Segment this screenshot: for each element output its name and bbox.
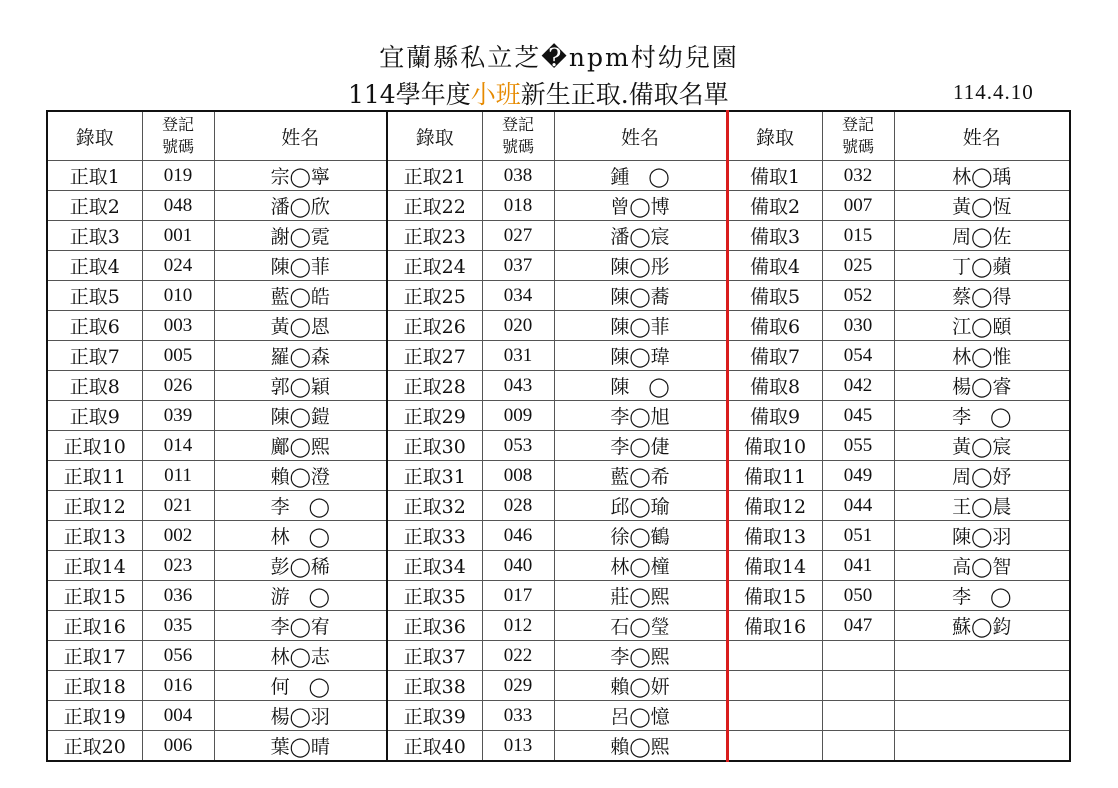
registration-number: 048	[142, 191, 214, 221]
student-name: 陳 ◯	[554, 371, 727, 401]
registration-number: 036	[142, 581, 214, 611]
registration-number: 046	[482, 521, 554, 551]
admission-label: 備取1	[727, 161, 822, 191]
registration-number: 019	[142, 161, 214, 191]
admission-label: 正取6	[47, 311, 142, 341]
student-name: 莊◯熙	[554, 581, 727, 611]
student-name: 石◯瑩	[554, 611, 727, 641]
student-name: 李 ◯	[214, 491, 387, 521]
registration-number: 013	[482, 731, 554, 762]
student-name: 陳◯鎧	[214, 401, 387, 431]
student-name: 林◯瑀	[894, 161, 1070, 191]
admission-label: 備取8	[727, 371, 822, 401]
registration-number: 003	[142, 311, 214, 341]
admission-label: 備取4	[727, 251, 822, 281]
admission-label: 正取34	[387, 551, 482, 581]
registration-number: 050	[822, 581, 894, 611]
student-name: 賴◯澄	[214, 461, 387, 491]
admission-label: 備取15	[727, 581, 822, 611]
registration-number: 007	[822, 191, 894, 221]
admission-label: 正取39	[387, 701, 482, 731]
student-name: 宗◯寧	[214, 161, 387, 191]
admission-label: 備取16	[727, 611, 822, 641]
table-row	[47, 221, 1070, 251]
admission-label: 正取37	[387, 641, 482, 671]
admission-label: 備取14	[727, 551, 822, 581]
student-name: 徐◯鶴	[554, 521, 727, 551]
registration-number: 023	[142, 551, 214, 581]
table-header-row	[47, 111, 1070, 161]
table-row	[47, 491, 1070, 521]
admission-label: 正取1	[47, 161, 142, 191]
admission-label: 備取10	[727, 431, 822, 461]
registration-number: 025	[822, 251, 894, 281]
registration-number: 005	[142, 341, 214, 371]
admission-label: 正取35	[387, 581, 482, 611]
admission-label: 正取9	[47, 401, 142, 431]
header-code: 登記 號碼	[482, 111, 554, 161]
student-name: 曾◯博	[554, 191, 727, 221]
registration-number: 033	[482, 701, 554, 731]
admission-label: 正取10	[47, 431, 142, 461]
admission-label: 正取4	[47, 251, 142, 281]
student-name: 陳◯羽	[894, 521, 1070, 551]
student-name: 林◯志	[214, 641, 387, 671]
student-name: 謝◯霓	[214, 221, 387, 251]
student-name: 黃◯恆	[894, 191, 1070, 221]
header-label: 錄取	[47, 111, 142, 161]
student-name: 鄺◯熙	[214, 431, 387, 461]
registration-number: 004	[142, 701, 214, 731]
student-name: 潘◯欣	[214, 191, 387, 221]
table-row	[47, 401, 1070, 431]
header-name: 姓名	[214, 111, 387, 161]
admission-label	[727, 731, 822, 762]
admission-label: 正取23	[387, 221, 482, 251]
registration-number: 038	[482, 161, 554, 191]
admission-label: 正取30	[387, 431, 482, 461]
registration-number: 052	[822, 281, 894, 311]
registration-number: 010	[142, 281, 214, 311]
admission-label: 正取26	[387, 311, 482, 341]
registration-number: 051	[822, 521, 894, 551]
admission-label: 備取7	[727, 341, 822, 371]
admission-label: 正取22	[387, 191, 482, 221]
registration-number: 017	[482, 581, 554, 611]
registration-number: 012	[482, 611, 554, 641]
admission-label: 正取17	[47, 641, 142, 671]
admission-label: 正取28	[387, 371, 482, 401]
admission-label: 正取24	[387, 251, 482, 281]
registration-number: 041	[822, 551, 894, 581]
registration-number: 037	[482, 251, 554, 281]
registration-number: 014	[142, 431, 214, 461]
registration-number: 030	[822, 311, 894, 341]
student-name: 林◯惟	[894, 341, 1070, 371]
table-row	[47, 251, 1070, 281]
registration-number: 044	[822, 491, 894, 521]
registration-number: 053	[482, 431, 554, 461]
student-name	[894, 671, 1070, 701]
registration-number: 011	[142, 461, 214, 491]
student-name: 李◯旭	[554, 401, 727, 431]
registration-number: 040	[482, 551, 554, 581]
admission-label: 正取18	[47, 671, 142, 701]
registration-number: 020	[482, 311, 554, 341]
registration-number: 006	[142, 731, 214, 762]
registration-number: 002	[142, 521, 214, 551]
admission-label: 備取13	[727, 521, 822, 551]
table-row	[47, 701, 1070, 731]
subtitle-prefix: 114學年度	[348, 80, 471, 109]
admission-label: 正取33	[387, 521, 482, 551]
registration-number: 056	[142, 641, 214, 671]
registration-number: 015	[822, 221, 894, 251]
registration-number: 018	[482, 191, 554, 221]
admission-label: 正取7	[47, 341, 142, 371]
registration-number: 043	[482, 371, 554, 401]
student-name: 林◯橦	[554, 551, 727, 581]
announcement-date: 114.4.10	[953, 80, 1034, 104]
student-name: 周◯佐	[894, 221, 1070, 251]
header-label: 錄取	[727, 111, 822, 161]
admission-label: 正取12	[47, 491, 142, 521]
admission-label: 正取13	[47, 521, 142, 551]
table-row	[47, 581, 1070, 611]
table-row	[47, 461, 1070, 491]
table-row	[47, 341, 1070, 371]
student-name: 周◯妤	[894, 461, 1070, 491]
admission-label: 正取11	[47, 461, 142, 491]
student-name: 李◯熙	[554, 641, 727, 671]
student-name: 邱◯瑜	[554, 491, 727, 521]
registration-number: 024	[142, 251, 214, 281]
registration-number: 031	[482, 341, 554, 371]
registration-number: 054	[822, 341, 894, 371]
student-name: 蔡◯得	[894, 281, 1070, 311]
admission-label: 正取20	[47, 731, 142, 762]
student-name	[894, 701, 1070, 731]
registration-number: 055	[822, 431, 894, 461]
admission-label: 正取8	[47, 371, 142, 401]
table-row	[47, 371, 1070, 401]
header-name: 姓名	[554, 111, 727, 161]
registration-number: 021	[142, 491, 214, 521]
registration-number: 042	[822, 371, 894, 401]
student-name: 潘◯宸	[554, 221, 727, 251]
student-name: 郭◯穎	[214, 371, 387, 401]
subtitle-class-highlight: 小班	[470, 80, 521, 109]
student-name: 游 ◯	[214, 581, 387, 611]
student-name: 蘇◯鈞	[894, 611, 1070, 641]
header-label: 錄取	[387, 111, 482, 161]
admission-label: 正取38	[387, 671, 482, 701]
student-name: 高◯智	[894, 551, 1070, 581]
table-row	[47, 281, 1070, 311]
student-name: 葉◯晴	[214, 731, 387, 762]
student-name: 李◯宥	[214, 611, 387, 641]
admission-label: 正取25	[387, 281, 482, 311]
student-name	[894, 641, 1070, 671]
registration-number	[822, 731, 894, 762]
admission-label: 備取2	[727, 191, 822, 221]
student-name: 陳◯菲	[554, 311, 727, 341]
student-name: 何 ◯	[214, 671, 387, 701]
admission-label: 備取5	[727, 281, 822, 311]
registration-number: 009	[482, 401, 554, 431]
student-name: 陳◯彤	[554, 251, 727, 281]
student-name: 羅◯森	[214, 341, 387, 371]
student-name: 王◯晨	[894, 491, 1070, 521]
table-row	[47, 191, 1070, 221]
student-name: 楊◯羽	[214, 701, 387, 731]
registration-number: 039	[142, 401, 214, 431]
table-row	[47, 161, 1070, 191]
registration-number: 045	[822, 401, 894, 431]
header-code: 登記 號碼	[142, 111, 214, 161]
registration-number: 049	[822, 461, 894, 491]
admission-label: 正取19	[47, 701, 142, 731]
registration-number: 022	[482, 641, 554, 671]
registration-number: 028	[482, 491, 554, 521]
table-row	[47, 641, 1070, 671]
student-name: 賴◯熙	[554, 731, 727, 762]
admission-label: 正取5	[47, 281, 142, 311]
header-name: 姓名	[894, 111, 1070, 161]
registration-number: 008	[482, 461, 554, 491]
table-row	[47, 431, 1070, 461]
admission-label: 正取14	[47, 551, 142, 581]
registration-number: 029	[482, 671, 554, 701]
admission-label: 正取36	[387, 611, 482, 641]
table-row	[47, 671, 1070, 701]
registration-number: 032	[822, 161, 894, 191]
admission-label: 備取12	[727, 491, 822, 521]
admission-label: 正取15	[47, 581, 142, 611]
student-name: 黃◯恩	[214, 311, 387, 341]
admission-label: 備取6	[727, 311, 822, 341]
admission-label: 正取21	[387, 161, 482, 191]
student-name: 楊◯睿	[894, 371, 1070, 401]
admission-label: 正取40	[387, 731, 482, 762]
registration-number: 047	[822, 611, 894, 641]
registration-number	[822, 641, 894, 671]
student-name: 陳◯菲	[214, 251, 387, 281]
student-name: 陳◯瑋	[554, 341, 727, 371]
student-name: 李◯倢	[554, 431, 727, 461]
subtitle-suffix: 新生正取.備取名單	[520, 80, 729, 109]
admission-label	[727, 671, 822, 701]
admission-label: 正取2	[47, 191, 142, 221]
registration-number: 034	[482, 281, 554, 311]
student-name: 黃◯宸	[894, 431, 1070, 461]
admission-label: 正取29	[387, 401, 482, 431]
student-name: 藍◯希	[554, 461, 727, 491]
student-name: 藍◯皓	[214, 281, 387, 311]
student-name: 呂◯憶	[554, 701, 727, 731]
admission-label: 正取32	[387, 491, 482, 521]
admission-label: 備取11	[727, 461, 822, 491]
student-name: 江◯頤	[894, 311, 1070, 341]
student-name: 林 ◯	[214, 521, 387, 551]
registration-number: 016	[142, 671, 214, 701]
registration-number	[822, 671, 894, 701]
student-name: 李 ◯	[894, 581, 1070, 611]
registration-number: 035	[142, 611, 214, 641]
admission-label: 正取27	[387, 341, 482, 371]
admission-label	[727, 701, 822, 731]
registration-number: 027	[482, 221, 554, 251]
student-name: 賴◯妍	[554, 671, 727, 701]
admission-label	[727, 641, 822, 671]
student-name: 彭◯稀	[214, 551, 387, 581]
student-name: 丁◯蘋	[894, 251, 1070, 281]
list-subtitle	[348, 75, 778, 109]
student-name	[894, 731, 1070, 762]
admission-label: 正取31	[387, 461, 482, 491]
registration-number: 001	[142, 221, 214, 251]
table-row	[47, 521, 1070, 551]
registration-number	[822, 701, 894, 731]
admission-label: 正取16	[47, 611, 142, 641]
student-name: 陳◯蕎	[554, 281, 727, 311]
admission-label: 正取3	[47, 221, 142, 251]
header-code: 登記 號碼	[822, 111, 894, 161]
student-name: 李 ◯	[894, 401, 1070, 431]
admission-label: 備取9	[727, 401, 822, 431]
school-title: 宜蘭縣私立芝�npm村幼兒園	[379, 43, 739, 72]
table-row	[47, 311, 1070, 341]
table-row	[47, 731, 1070, 762]
student-name: 鍾 ◯	[554, 161, 727, 191]
admission-label: 備取3	[727, 221, 822, 251]
admission-table	[46, 110, 1071, 762]
registration-number: 026	[142, 371, 214, 401]
table-row	[47, 551, 1070, 581]
table-row	[47, 611, 1070, 641]
